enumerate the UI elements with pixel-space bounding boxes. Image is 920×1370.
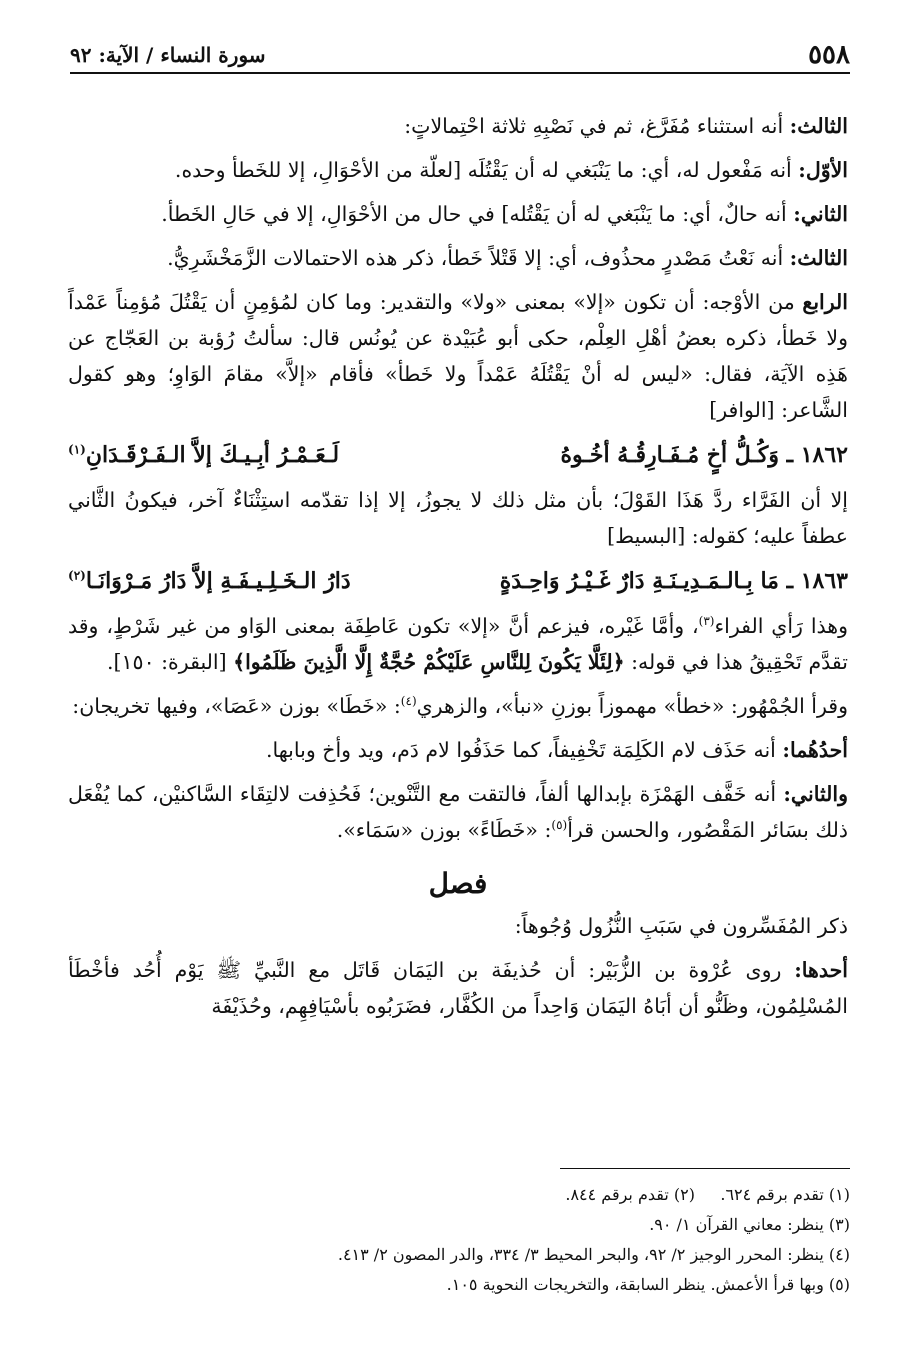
paragraph-text: أنه حَذَف لام الكَلِمَة تَخْفِيفاً، كما حَذَفُوا لام دَم، ويد وأخ وبابها. (265, 738, 783, 762)
paragraph-text: من الأوْجه: أن تكون «إلا» بمعنى «ولا» والتقدير: وما كان لمُؤمِنٍ أن يَقْتُلَ مُؤمِناً عَمْداً ولا خَطأ، ذكره بعضُ أهْلِ العِلْم، حكى أبو عُبَيْدة عن يُونُس قال: سألتُ رُؤبة بن العَجّاج عن هَذِه الآيَة، فقال: «ليس له أنْ يَقْتُلَهُ عَمْداً ولا خَطأ» فأقام «إلاَّ» مقامَ الوَاوِ؛ وهو كقول الشَّاعر: [الوافر] (68, 290, 848, 422)
footnote-ref: (٥) (551, 818, 568, 833)
footnotes (72, 1180, 850, 1300)
paragraph-label: الأوّل: (798, 158, 848, 182)
verse-number: ١٨٦٢ ـ (786, 442, 848, 468)
verse-number: ١٨٦٣ ـ (786, 568, 848, 594)
paragraph-text: : «خَطَاءً» بوزن «سَمَاء». (336, 818, 552, 842)
footnote: (١) تقدم برقم ٦٢٤. (720, 1185, 850, 1204)
paragraph (68, 732, 848, 768)
paragraph-text: أنه حالٌ، أي: ما يَنْبَغي له أن يَقْتُله] في حال من الأحْوَالِ، إلا في حَالِ الخَطأ. (161, 202, 794, 226)
footnote-ref: (٣) (698, 614, 715, 629)
paragraph-text: : «خَطَا» بوزن «عَصَا»، وفيها تخريجان: (72, 694, 401, 718)
verse-hemistich: دَارُ الـخَـلِـيـفَـةِ إلاَّ دَارُ مَـرْوَانَـا (85, 568, 351, 594)
footnote-ref: (١) (68, 442, 86, 457)
paragraph (68, 776, 848, 848)
paragraph-text: وقرأ الجُمْهُور: «خطأ» مهموزاً بوزنِ «نبأ»، والزهري (416, 694, 848, 718)
footnote-ref: (٤) (400, 694, 417, 709)
paragraph (68, 196, 848, 232)
poetry-verse (68, 562, 848, 600)
verse-hemistich: مَا بِـالـمَـدِيـنَـةِ دَارٌ غَـيْـرُ وَاحِـدَةٍ (499, 568, 779, 594)
paragraph-text: أنه مَفْعول له، أي: ما يَنْبَغي له أن يَقْتُلَه [لعلّة من الأحْوَالِ، إلا للخَطأ وحده. (174, 158, 799, 182)
paragraph (68, 108, 848, 144)
paragraph-label: أحدها: (794, 958, 848, 982)
paragraph (68, 240, 848, 276)
footnote: (٤) ينظر: المحرر الوجيز ٢/ ٩٢، والبحر المحيط ٣/ ٣٣٤، والدر المصون ٢/ ٤١٣. (337, 1245, 850, 1264)
paragraph-text: ، وأمَّا غَيْره، فيزعم أنَّ «إلا» تكون عَاطِفَة بمعنى الوَاو من غير شَرْطٍ، وقد تقدَّم تَحْقِيقُ هذا في قوله: (68, 614, 848, 674)
paragraph (68, 152, 848, 188)
paragraph (68, 608, 848, 680)
paragraph-text: أنه نَعْتُ مَصْدرٍ محذُوف، أي: إلا قَتْلاً خَطأ، ذكر هذه الاحتمالات الزَّمَخْشَرِيُّ. (167, 246, 790, 270)
paragraph (68, 688, 848, 724)
paragraph-text: أنه استثناء مُفَرَّغ، ثم في نَصْبِهِ ثلاثة احْتِمالاتٍ: (404, 114, 790, 138)
paragraph-text: أنه خَفَّف الهَمْزَة بإبدالها ألفاً، فالتقت مع التَّنْوين؛ فَحُذِفت لالتِقَاء السَّاكنيْن، كما يُفْعَل ذلك بسَائر المَقْصُور، والحسن قرأ (68, 782, 848, 842)
verse-hemistich: لَـعَـمْـرُ أبِـيـكَ إلاَّ الـفَـرْقَـدَانِ (85, 442, 340, 468)
paragraph-label: الرابع (802, 290, 848, 314)
main-text (68, 108, 848, 1032)
footnote-divider (560, 1168, 850, 1169)
paragraph: ذكر المُفَسِّرون في سَبَبِ النُّزُول وُجُوهاً: (514, 914, 848, 938)
footnote: (٣) ينظر: معاني القرآن ١/ ٩٠. (649, 1215, 850, 1234)
verse-hemistich: وَكُـلُّ أخٍ مُـفَـارِقُـهُ أخُـوهُ (560, 442, 779, 468)
footnote-ref: (٢) (68, 568, 86, 583)
running-title: سورة النساء / الآية: ٩٢ (70, 43, 266, 67)
page-header (70, 38, 850, 74)
paragraph-label: الثاني: (793, 202, 848, 226)
quran-quote: ﴿لِئَلَّا يَكُونَ لِلنَّاسِ عَلَيْكُمْ حُجَّةٌ إِلَّا الَّذِينَ ظَلَمُوا﴾ (233, 650, 625, 674)
paragraph (68, 284, 848, 428)
footnote: (٢) تقدم برقم ٨٤٤. (565, 1185, 695, 1204)
paragraph-label: الثالث: (789, 114, 848, 138)
paragraph-label: والثاني: (783, 782, 848, 806)
paragraph-label: الثالث: (789, 246, 848, 270)
paragraph (68, 952, 848, 1024)
paragraph: إلا أن الفَرَّاء ردَّ هَذَا القَوْلَ؛ بأن مثل ذلك لا يجوزُ، إلا إذا تقدّمه استِثْنَاءٌ آخر، فيكونُ الثَّاني عطفاً عليه؛ كقوله: [البسيط] (68, 488, 848, 548)
quran-citation: [البقرة: ١٥٠]. (107, 650, 234, 674)
section-title: فصل (428, 867, 488, 900)
paragraph-text: وهذا رَأي الفراء (714, 614, 848, 638)
poetry-verse (68, 436, 848, 474)
footnote: (٥) وبها قرأ الأعمش. ينظر السابقة، والتخريجات النحوية ١٠٥. (446, 1275, 850, 1294)
paragraph-text: روى عُرْوة بن الزُّبَيْر: أن حُذيفَة بن اليَمَان قَاتَل مع النَّبيِّ ﷺ يَوْم أُحُد فأخْطَأ المُسْلِمُون، وظَنُّو أن أبَاهُ اليَمَان وَاحِداً من الكُفَّار، فضَرَبُوه بأسْيَافِهِم، وحُذَيْفَة (68, 958, 848, 1018)
paragraph-label: أحدُهُما: (782, 738, 848, 762)
page-number: ٥٥٨ (808, 40, 850, 70)
